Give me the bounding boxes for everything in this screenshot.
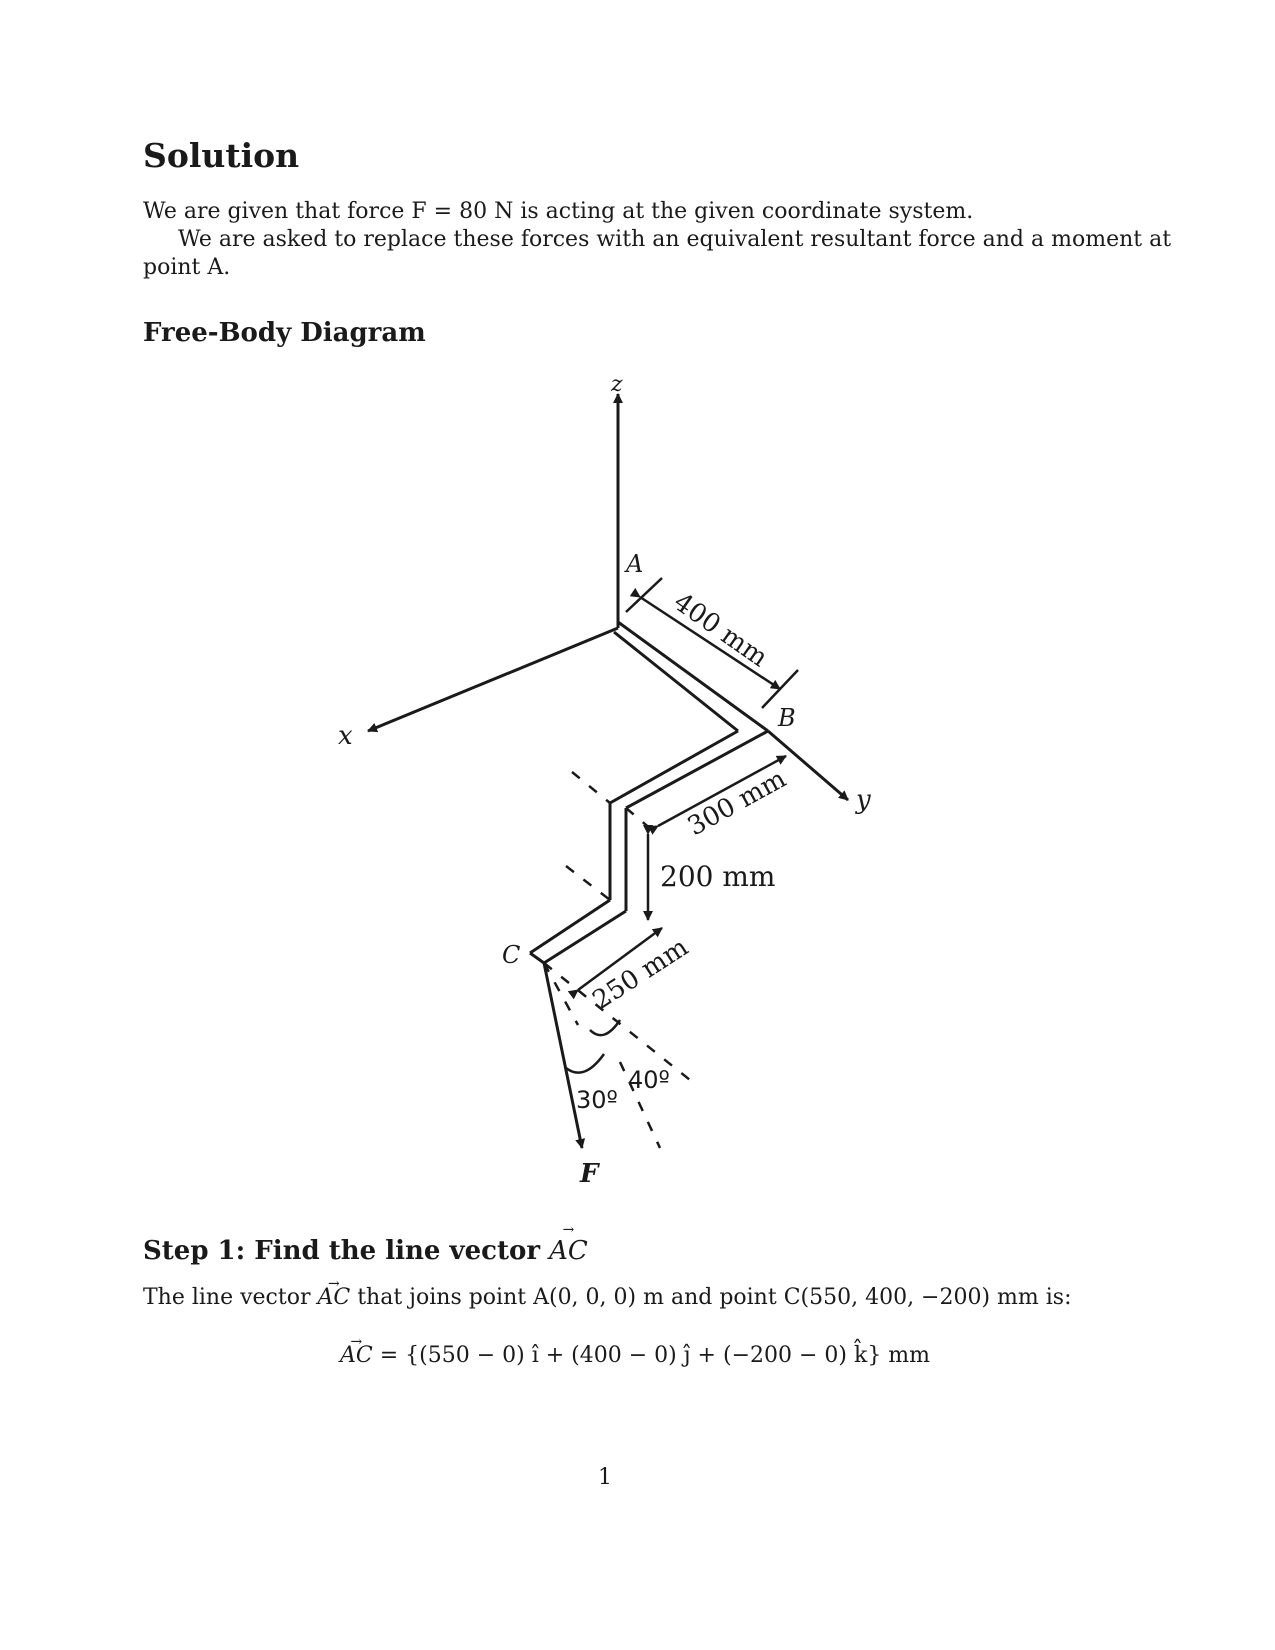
x-axis-label: x — [338, 721, 353, 751]
page-number: 1 — [598, 1465, 612, 1490]
angle-30-label: 30º — [576, 1086, 618, 1114]
intro-line-3: point A. — [143, 255, 231, 280]
z-axis-label: z — [611, 372, 623, 397]
force-f-label: F — [580, 1159, 599, 1189]
page-title: Solution — [143, 136, 300, 175]
y-axis-label: y — [856, 785, 871, 815]
intro-line-1: We are given that force F = 80 N is acting at the given coordinate system. — [143, 199, 974, 224]
point-c-label: C — [502, 941, 521, 969]
step1-heading-text: Step 1: Find the line vector — [143, 1236, 550, 1266]
step1-text — [143, 1284, 1072, 1312]
point-a-label: A — [626, 550, 644, 578]
angle-30-arc — [566, 1054, 604, 1073]
dimension-200-label: 200 mm — [660, 860, 776, 893]
step1-text-rest: that joins point A(0, 0, 0) m and point C(550, 400, −200) mm is: — [350, 1285, 1072, 1310]
fbd-heading: Free-Body Diagram — [143, 318, 426, 348]
equation-rest: = {(550 − 0) î + (400 − 0) ĵ + (−200 − 0) k̂} mm — [372, 1343, 931, 1368]
point-b-label: B — [778, 704, 796, 732]
equation-ac — [340, 1342, 930, 1370]
angle-40-label: 40º — [628, 1066, 670, 1094]
x-axis — [368, 628, 618, 731]
step1-text-vector: → AC — [317, 1284, 350, 1312]
step1-heading-vector: → AC — [549, 1236, 588, 1266]
step1-text-prefix: The line vector — [143, 1285, 318, 1310]
dimension-400-label: 400 mm — [667, 587, 774, 674]
dimension-250-label: 250 mm — [587, 932, 694, 1016]
dimension-300-label: 300 mm — [682, 763, 792, 843]
angle-40-arc — [590, 1020, 620, 1035]
intro-line-2: We are asked to replace these forces with an equivalent resultant force and a moment at — [178, 227, 1172, 252]
equation-vector: → AC — [340, 1342, 373, 1370]
step1-heading — [143, 1236, 588, 1266]
force-f-arrow — [544, 963, 582, 1148]
